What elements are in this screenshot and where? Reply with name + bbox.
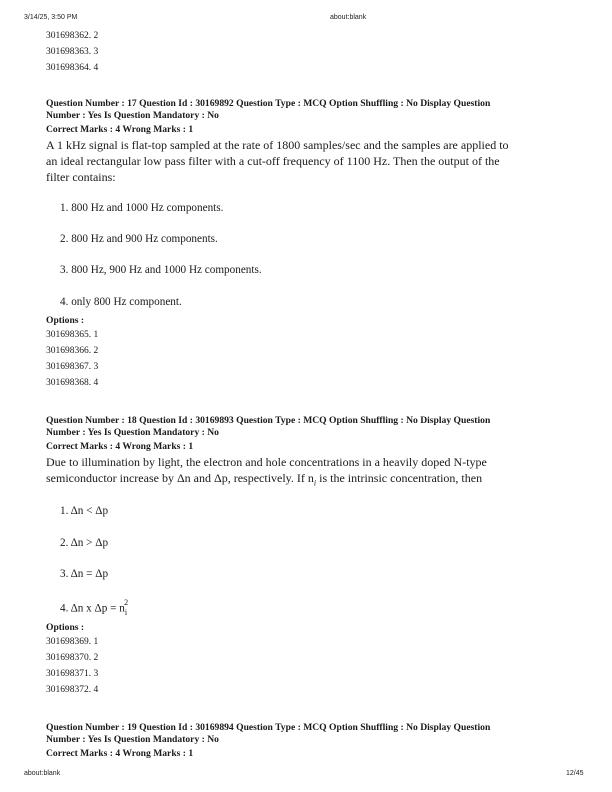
question-header: Number : Yes Is Question Mandatory : No xyxy=(46,427,219,438)
option-id: 301698368. 4 xyxy=(46,378,99,388)
question-text: filter contains: xyxy=(46,170,116,184)
option-id: 301698364. 4 xyxy=(46,63,99,73)
print-footer-source: about:blank xyxy=(24,770,61,777)
question-marks: Correct Marks : 4 Wrong Marks : 1 xyxy=(46,748,194,759)
question-header: Number : Yes Is Question Mandatory : No xyxy=(46,734,219,745)
option-id: 301698370. 2 xyxy=(46,653,99,663)
answer-choice: 4. only 800 Hz component. xyxy=(60,296,182,308)
question-marks: Correct Marks : 4 Wrong Marks : 1 xyxy=(46,124,194,135)
question-text: A 1 kHz signal is flat-top sampled at the rate of 1800 samples/sec and the samples are applied to xyxy=(46,138,509,152)
option-id: 301698367. 3 xyxy=(46,362,99,372)
question-header: Question Number : 17 Question Id : 30169892 Question Type : MCQ Option Shuffling : No Display Question xyxy=(46,98,491,109)
options-label: Options : xyxy=(46,622,85,633)
option-id: 301698363. 3 xyxy=(46,47,99,57)
option-id: 301698366. 2 xyxy=(46,346,99,356)
answer-choice: 2. Δn > Δp xyxy=(60,537,109,549)
question-header: Number : Yes Is Question Mandatory : No xyxy=(46,110,219,121)
answer-choice: 3. Δn = Δp xyxy=(60,568,109,580)
question-header: Question Number : 19 Question Id : 30169894 Question Type : MCQ Option Shuffling : No Display Question xyxy=(46,722,491,733)
option-id: 301698372. 4 xyxy=(46,685,99,695)
question-text: semiconductor increase by Δn and Δp, respectively. If $n_i$ is the intrinsic concentration, then xyxy=(46,471,483,488)
print-title: about:blank xyxy=(330,14,367,21)
option-id: 301698362. 2 xyxy=(46,31,99,41)
question-header: Question Number : 18 Question Id : 30169893 Question Type : MCQ Option Shuffling : No Display Question xyxy=(46,415,491,426)
answer-choice: 1. 800 Hz and 1000 Hz components. xyxy=(60,202,224,214)
options-label: Options : xyxy=(46,315,85,326)
question-marks: Correct Marks : 4 Wrong Marks : 1 xyxy=(46,441,194,452)
print-page-number: 12/45 xyxy=(566,770,584,777)
option-id: 301698365. 1 xyxy=(46,330,99,340)
option-id: 301698371. 3 xyxy=(46,669,99,679)
question-text: an ideal rectangular low pass filter with a cut-off frequency of 1100 Hz. Then the output of the xyxy=(46,154,500,168)
question-text: Due to illumination by light, the electron and hole concentrations in a heavily doped N-type xyxy=(46,455,487,469)
print-datetime: 3/14/25, 3:50 PM xyxy=(24,14,78,21)
answer-choice: 2. 800 Hz and 900 Hz components. xyxy=(60,233,218,245)
answer-choice: 1. Δn < Δp xyxy=(60,505,109,517)
option-id: 301698369. 1 xyxy=(46,637,99,647)
answer-choice: 3. 800 Hz, 900 Hz and 1000 Hz components. xyxy=(60,264,262,276)
answer-choice: 4. Δn x $\Delta p = n_i^2$ xyxy=(60,598,129,617)
